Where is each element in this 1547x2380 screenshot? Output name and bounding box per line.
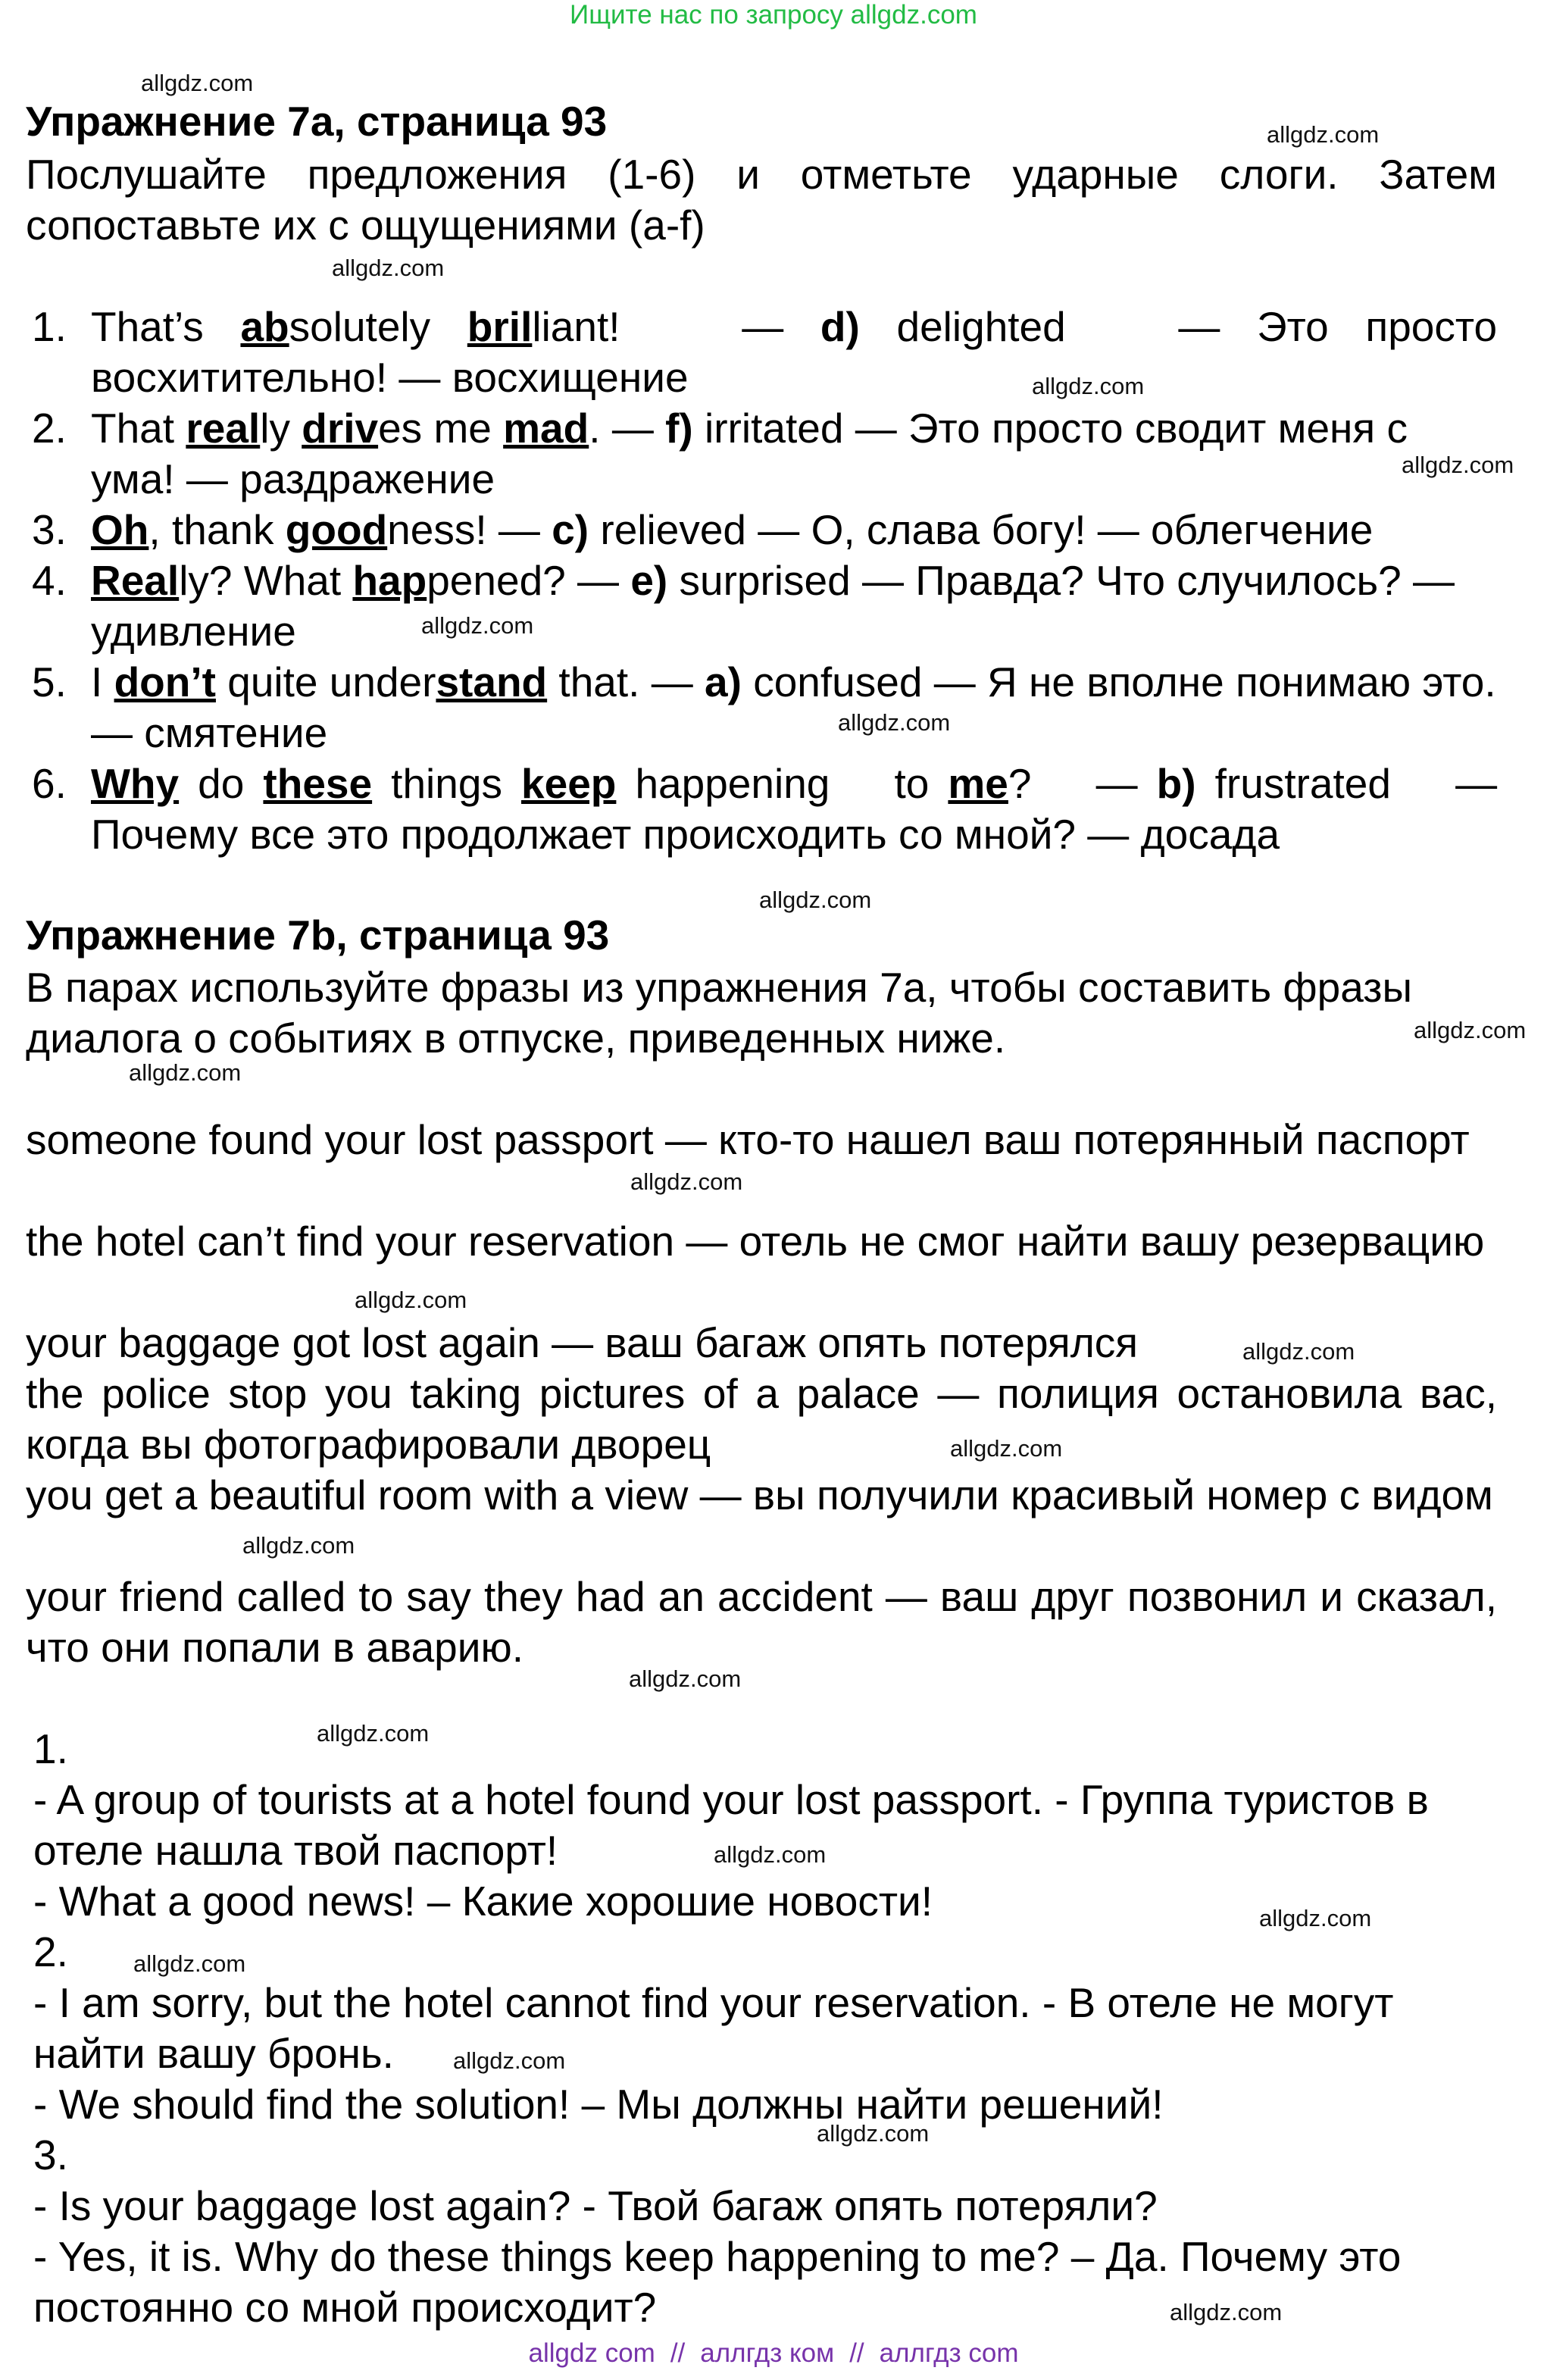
situation-item: your baggage got lost again — ваш багаж опять потерялся <box>26 1319 1139 1366</box>
watermark: allgdz.com <box>950 1435 1063 1462</box>
watermark: allgdz.com <box>129 1059 242 1086</box>
item-translation: Почему все это продолжает происходить со мной? — досада <box>91 811 1280 858</box>
watermark: allgdz.com <box>759 887 872 913</box>
dialogue-line: - Is your baggage lost again? - Твой багаж опять потеряли? <box>33 2182 1158 2229</box>
situation-item: someone found your lost passport — кто-то нашел ваш потерянный паспорт <box>26 1116 1470 1163</box>
item-number: 3. <box>32 506 67 553</box>
situation-item: the hotel can’t find your reservation — отель не смог найти вашу резервацию <box>26 1218 1485 1265</box>
footer-separator: // <box>670 2338 686 2368</box>
watermark: allgdz.com <box>1402 452 1514 478</box>
watermark: allgdz.com <box>1259 1905 1372 1931</box>
dialogue-line: - Yes, it is. Why do these things keep happening to me? – Да. Почему это постоянно со мной происходит? <box>33 2233 1402 2331</box>
footer-link[interactable]: allgdz com <box>528 2338 655 2368</box>
watermark: allgdz.com <box>1242 1338 1355 1365</box>
item-translation: Правда? Что случилось? — удивление <box>91 557 1455 655</box>
watermark: allgdz.com <box>242 1532 355 1559</box>
list-item: 6. Why do these things keep happening to me? — b) frustrated — Почему все это продолжает происходить со мной? — досада <box>32 760 1498 858</box>
watermark: allgdz.com <box>141 70 254 96</box>
watermark: allgdz.com <box>332 255 445 281</box>
footer-link[interactable]: аллгдз com <box>879 2338 1019 2368</box>
dialogue-line: - A group of tourists at a hotel found your lost passport. - Группа туристов в отеле нашла твой паспорт! <box>33 1776 1429 1874</box>
ex7b-title: Упражнение 7b, страница 93 <box>26 912 610 959</box>
footer-separator: // <box>849 2338 864 2368</box>
watermark: allgdz.com <box>838 709 951 736</box>
dialogue-number: 1. <box>33 1725 68 1772</box>
item-number: 2. <box>32 405 67 452</box>
ex7a-instruction: Послушайте предложения (1-6) и отметьте ударные слоги. Затем сопоставьте их с ощущениями (a-f) <box>26 151 1497 249</box>
list-item: 5. I don’t quite understand that. — a) confused — Я не вполне понимаю это. — смятение <box>32 658 1496 756</box>
watermark: allgdz.com <box>421 612 534 639</box>
watermark: allgdz.com <box>1032 373 1145 399</box>
watermark: allgdz.com <box>630 1168 743 1195</box>
item-number: 5. <box>32 658 67 705</box>
situation-item: you get a beautiful room with a view — вы получили красивый номер с видом <box>26 1471 1493 1518</box>
item-number: 4. <box>32 557 67 604</box>
list-item: 4. Really? What happened? — e) surprised — Правда? Что случилось? — удивление <box>32 557 1455 655</box>
item-number: 6. <box>32 760 67 807</box>
list-item: 1. That’s absolutely brilliant! — d) delighted — Это просто восхитительно! — восхищение <box>32 303 1498 401</box>
list-item: 3. Oh, thank goodness! — c) relieved — О, слава богу! — облегчение <box>32 505 1497 555</box>
situation-item: your friend called to say they had an accident — ваш друг позвонил и сказал, что они попали в аварию. <box>26 1573 1497 1671</box>
dialogue-line: - We should find the solution! – Мы должны найти решений! <box>33 2081 1164 2128</box>
item-translation: Я не вполне понимаю это. — смятение <box>91 658 1496 756</box>
dialogue-number: 3. <box>33 2131 68 2178</box>
item-translation: Это просто восхитительно! — восхищение <box>91 303 1498 401</box>
watermark: allgdz.com <box>1414 1017 1527 1043</box>
watermark: allgdz.com <box>1170 2299 1283 2325</box>
watermark: allgdz.com <box>317 1720 430 1747</box>
watermark: allgdz.com <box>453 2047 566 2074</box>
watermark: allgdz.com <box>714 1841 827 1868</box>
top-banner[interactable]: Ищите нас по запросу allgdz.com <box>570 0 977 30</box>
item-number: 1. <box>32 303 67 350</box>
watermark: allgdz.com <box>133 1950 246 1977</box>
dialogue-line: - What a good news! – Какие хорошие новости! <box>33 1878 933 1925</box>
item-translation: Это просто сводит меня с ума! — раздражение <box>91 405 1408 502</box>
situation-item: the police stop you taking pictures of a palace — полиция остановила вас, когда вы фотографировали дворец <box>26 1370 1497 1468</box>
ex7b-instruction: В парах используйте фразы из упражнения 7a, чтобы составить фразы диалога о событиях в отпуске, приведенных ниже. <box>26 964 1412 1062</box>
item-translation: О, слава богу! — облегчение <box>811 506 1374 553</box>
dialogue-number: 2. <box>33 1928 68 1975</box>
watermark: allgdz.com <box>629 1665 742 1692</box>
watermark: allgdz.com <box>1267 121 1380 148</box>
list-item: 2. That really drives me mad. — f) irritated — Это просто сводит меня с ума! — раздражение <box>32 405 1408 502</box>
ex7a-title: Упражнение 7a, страница 93 <box>26 98 608 145</box>
dialogue-line: - I am sorry, but the hotel cannot find your reservation. - В отеле не могут найти вашу бронь. <box>33 1979 1394 2077</box>
watermark: allgdz.com <box>817 2120 930 2147</box>
footer-link[interactable]: аллгдз ком <box>700 2338 835 2368</box>
footer-links <box>0 2338 1547 2369</box>
watermark: allgdz.com <box>355 1287 467 1313</box>
